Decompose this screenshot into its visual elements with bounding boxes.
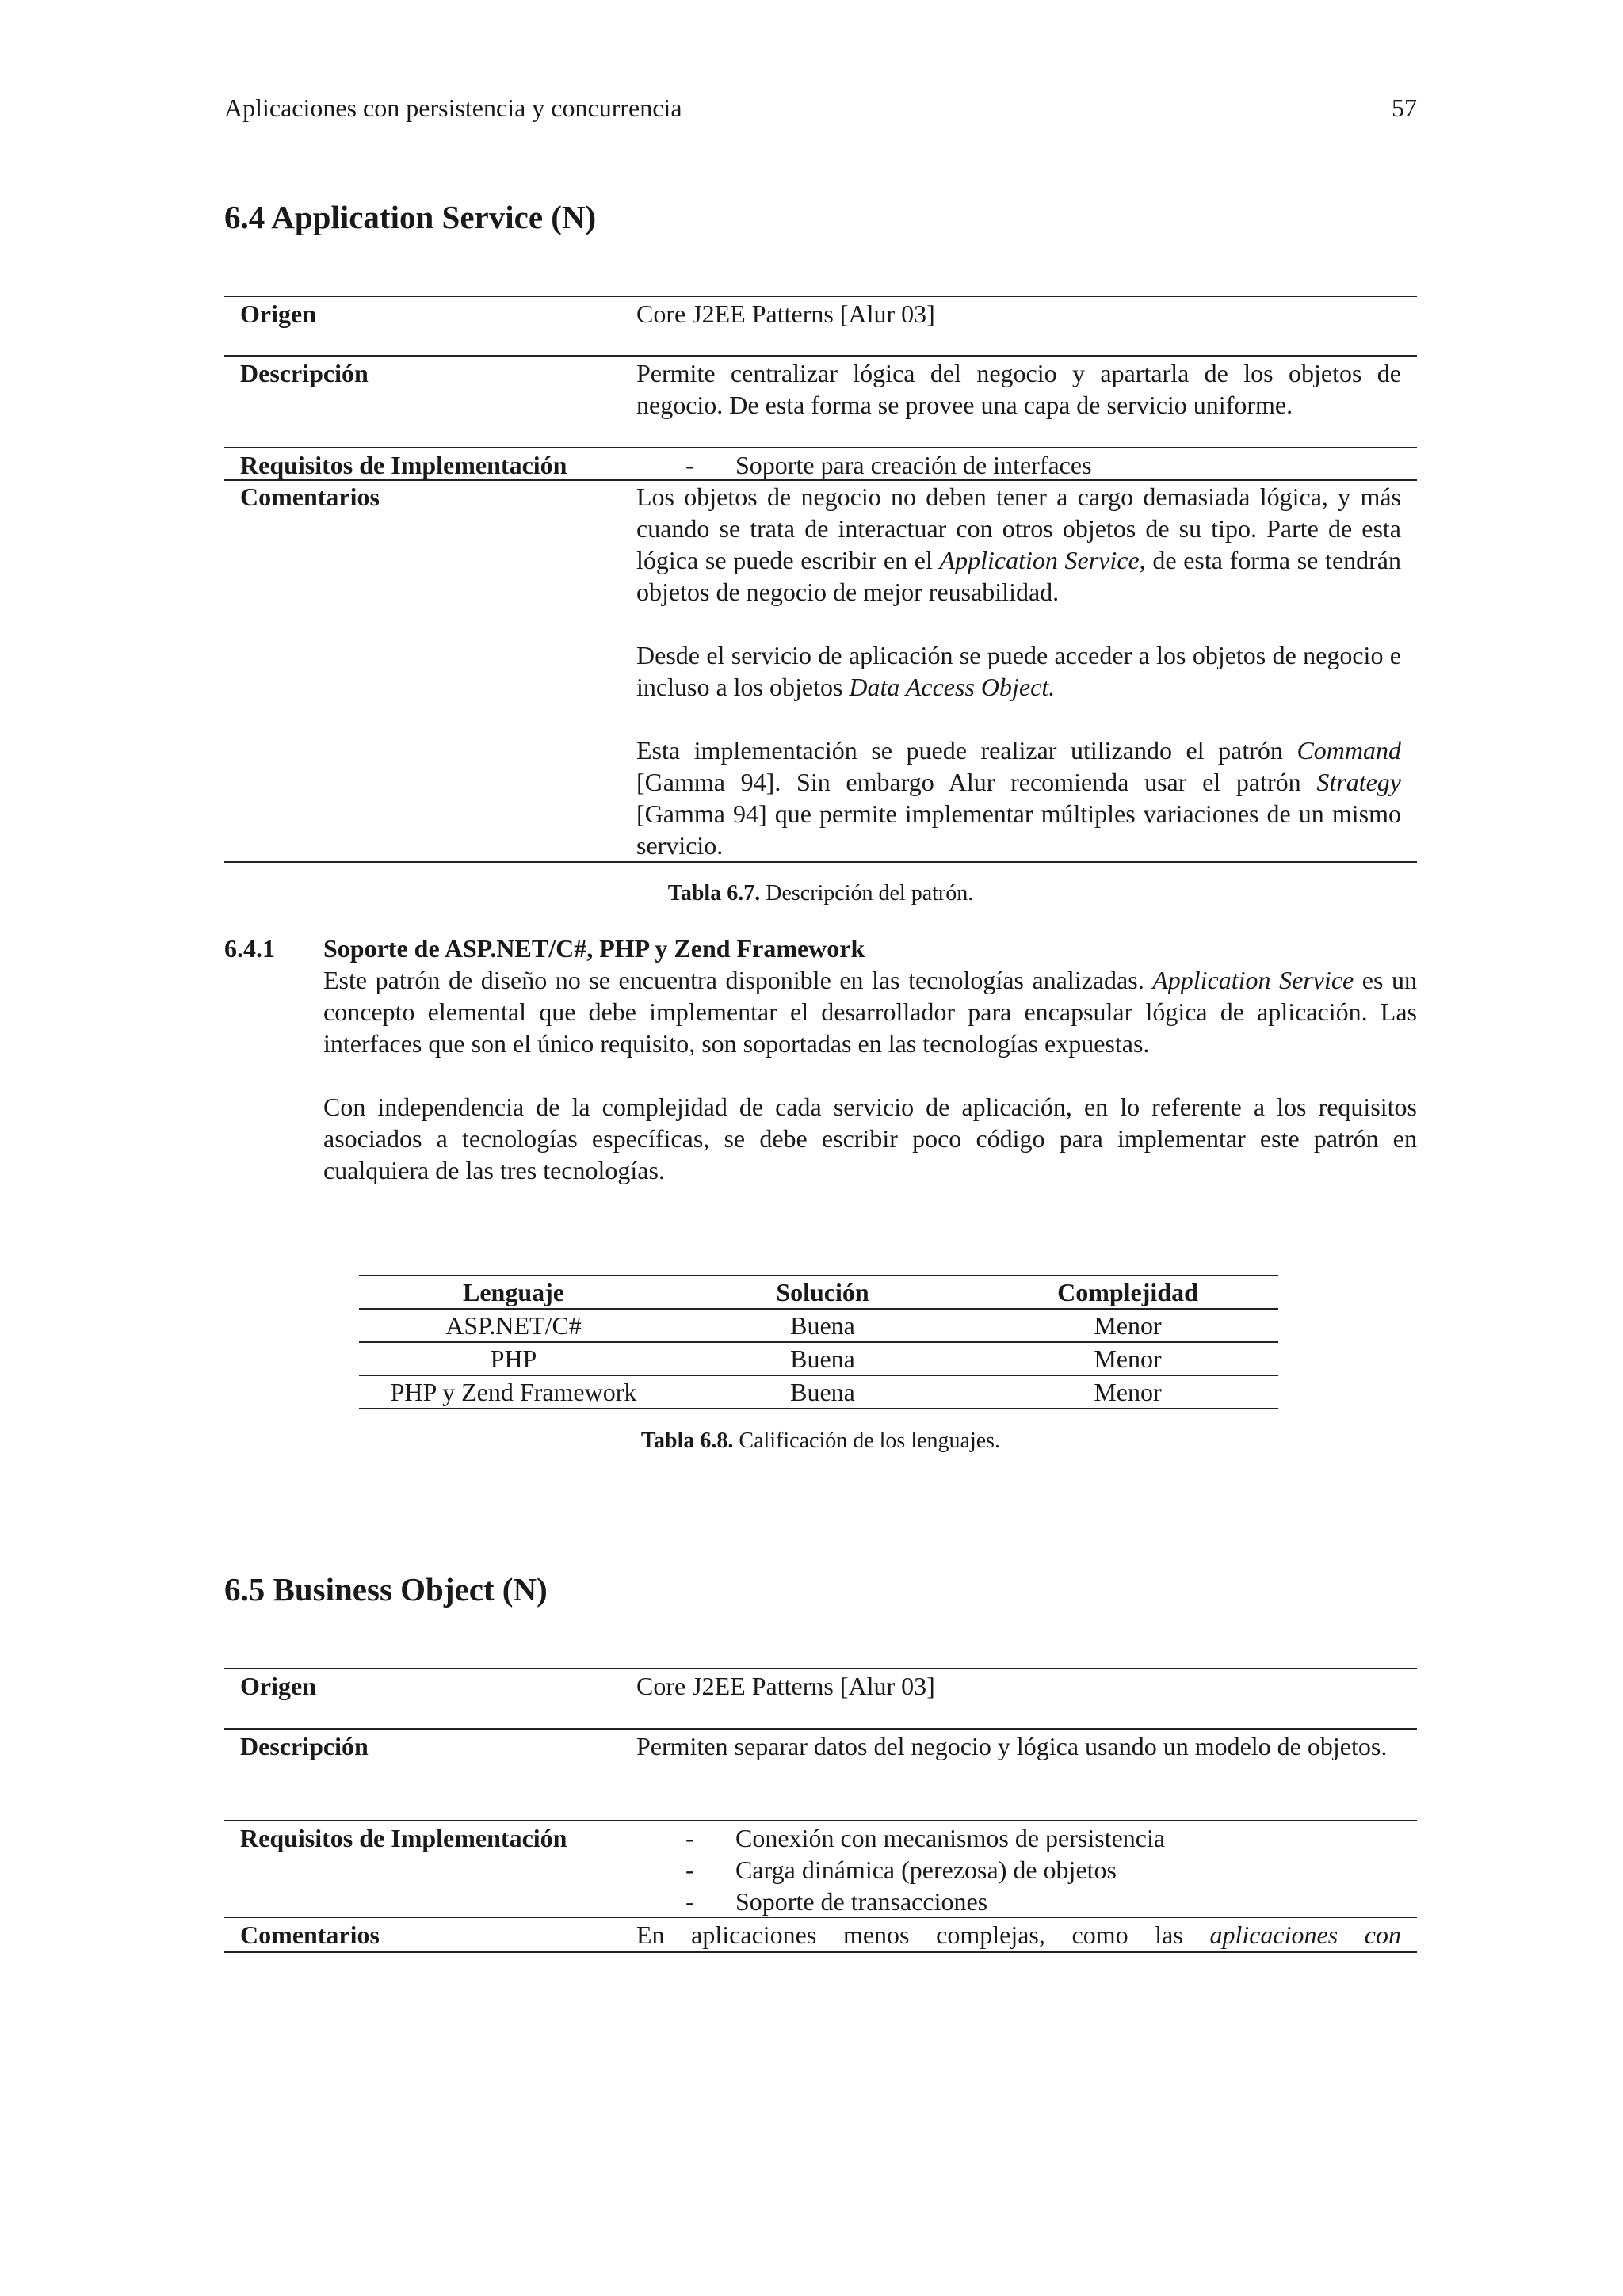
column-header: Lenguaje bbox=[463, 1278, 564, 1306]
rating-table bbox=[359, 1275, 1278, 1409]
table-cell: Buena bbox=[790, 1378, 855, 1406]
text: Esta implementación se puede realizar utilizando el patrón bbox=[636, 736, 1297, 765]
value-descripcion: Permiten separar datos del negocio y lógica usando un modelo de objetos. bbox=[636, 1732, 1388, 1760]
table-cell: Menor bbox=[1094, 1344, 1162, 1373]
text-italic: aplicaciones con bbox=[1209, 1920, 1402, 1949]
table-rule bbox=[224, 355, 1417, 357]
comentarios-paragraph-3 bbox=[636, 734, 1401, 861]
caption-text: Descripción del patrón. bbox=[760, 881, 974, 906]
subsection-body bbox=[323, 964, 1417, 1186]
table-cell: PHP y Zend Framework bbox=[390, 1378, 637, 1406]
text: Desde el servicio de aplicación se puede acceder a los objetos de negocio e incluso a los objetos bbox=[636, 641, 1401, 701]
subsection-title: Soporte de ASP.NET/C#, PHP y Zend Framework bbox=[323, 934, 865, 963]
label-descripcion: Descripción bbox=[240, 359, 369, 387]
table-rule bbox=[224, 447, 1417, 448]
label-origen: Origen bbox=[240, 299, 316, 328]
table-rule bbox=[224, 1820, 1417, 1821]
table-caption-6-8 bbox=[224, 1428, 1417, 1454]
text: [Gamma 94]. Sin embargo Alur recomienda usar el patrón bbox=[636, 768, 1317, 796]
table-cell: ASP.NET/C# bbox=[445, 1311, 582, 1340]
table-cell: Menor bbox=[1094, 1378, 1162, 1406]
text-italic: Application Service bbox=[1152, 966, 1354, 994]
table-rule bbox=[224, 1728, 1417, 1730]
subsection-number: 6.4.1 bbox=[224, 934, 275, 963]
value-origen: Core J2EE Patterns [Alur 03] bbox=[636, 1672, 935, 1700]
table-caption-6-7 bbox=[224, 881, 1417, 906]
paragraph bbox=[323, 964, 1417, 1059]
table-cell: Buena bbox=[790, 1311, 855, 1340]
text-italic: Application Service bbox=[939, 546, 1140, 574]
list-item-text: Soporte para creación de interfaces bbox=[735, 451, 1092, 479]
list-item: - Conexión con mecanismos de persistencia bbox=[685, 1824, 1166, 1852]
list-item: - Soporte para creación de interfaces bbox=[685, 451, 1092, 479]
table-rule bbox=[224, 1917, 1417, 1918]
table-rule bbox=[224, 861, 1417, 863]
text: Los objetos de negocio no deben tener a cargo demasiada lógica, y más cuando se trata de interactuar con otros objetos de su tipo. Parte de esta lógica se puede escribir en el bbox=[636, 482, 1401, 574]
comentarios-paragraph-2 bbox=[636, 639, 1401, 703]
value-requisitos bbox=[636, 1822, 1401, 1917]
list-item: - Soporte de transacciones bbox=[685, 1887, 988, 1916]
label-requisitos: Requisitos de Implementación bbox=[240, 451, 567, 479]
text-italic: Data Access Object. bbox=[849, 673, 1056, 701]
table-rule bbox=[224, 1951, 1417, 1953]
label-descripcion: Descripción bbox=[240, 1732, 369, 1760]
column-header: Solución bbox=[776, 1278, 869, 1306]
label-origen: Origen bbox=[240, 1672, 316, 1700]
table-row bbox=[359, 1341, 1278, 1375]
table-rule bbox=[224, 1668, 1417, 1669]
value-requisitos bbox=[636, 449, 1401, 481]
list-item-text: Conexión con mecanismos de persistencia bbox=[735, 1824, 1166, 1852]
section-heading-6-4: 6.4 Application Service (N) bbox=[224, 199, 597, 235]
caption-label: Tabla 6.7. bbox=[667, 881, 761, 906]
label-requisitos: Requisitos de Implementación bbox=[240, 1824, 567, 1852]
table-row bbox=[359, 1375, 1278, 1409]
page-number: 57 bbox=[1392, 93, 1417, 122]
text: [Gamma 94] que permite implementar múltiples variaciones de un mismo servicio. bbox=[636, 799, 1401, 860]
list-item: - Carga dinámica (perezosa) de objetos bbox=[685, 1855, 1117, 1884]
list-item-text: Carga dinámica (perezosa) de objetos bbox=[735, 1855, 1117, 1884]
label-comentarios: Comentarios bbox=[240, 1920, 380, 1949]
table-cell: Buena bbox=[790, 1344, 855, 1373]
running-header bbox=[224, 93, 1417, 123]
caption-text: Calificación de los lenguajes. bbox=[733, 1428, 1001, 1453]
value-descripcion: Permite centralizar lógica del negocio y apartarla de los objetos de negocio. De esta forma se provee una capa de servicio uniforme. bbox=[636, 359, 1401, 419]
text: es un concepto elemental que debe implementar el desarrollador para encapsular lógica de aplicación. Las interfaces que son el único requisito, son soportadas en las tecnologías expuestas. bbox=[323, 966, 1417, 1058]
text-italic: Strategy bbox=[1316, 768, 1401, 796]
section-heading-6-5: 6.5 Business Object (N) bbox=[224, 1571, 548, 1608]
value-origen: Core J2EE Patterns [Alur 03] bbox=[636, 299, 935, 328]
caption-label: Tabla 6.8. bbox=[640, 1428, 734, 1453]
text: Este patrón de diseño no se encuentra disponible en las tecnologías analizadas. bbox=[323, 966, 1153, 994]
column-header: Complejidad bbox=[1057, 1278, 1198, 1306]
comentarios-paragraph-1 bbox=[636, 481, 1401, 608]
text: En aplicaciones menos complejas, como las bbox=[636, 1920, 1210, 1949]
running-title: Aplicaciones con persistencia y concurrencia bbox=[224, 93, 682, 122]
table-row bbox=[359, 1308, 1278, 1341]
table-rule bbox=[224, 296, 1417, 297]
text-italic: Command bbox=[1296, 736, 1401, 765]
label-comentarios: Comentarios bbox=[240, 482, 380, 511]
text: , de esta forma se tendrán objetos de negocio de mejor reusabilidad. bbox=[636, 546, 1401, 606]
table-header-row bbox=[359, 1275, 1278, 1308]
table-cell: Menor bbox=[1094, 1311, 1162, 1340]
value-comentarios bbox=[636, 481, 1401, 861]
paragraph: Con independencia de la complejidad de cada servicio de aplicación, en lo referente a los requisitos asociados a tecnologías específicas, se debe escribir poco código para implementar este patrón en cualquiera de las tres tecnologías. bbox=[323, 1093, 1417, 1184]
list-item-text: Soporte de transacciones bbox=[735, 1887, 988, 1916]
table-cell: PHP bbox=[490, 1344, 537, 1373]
value-comentarios bbox=[636, 1919, 1401, 1951]
